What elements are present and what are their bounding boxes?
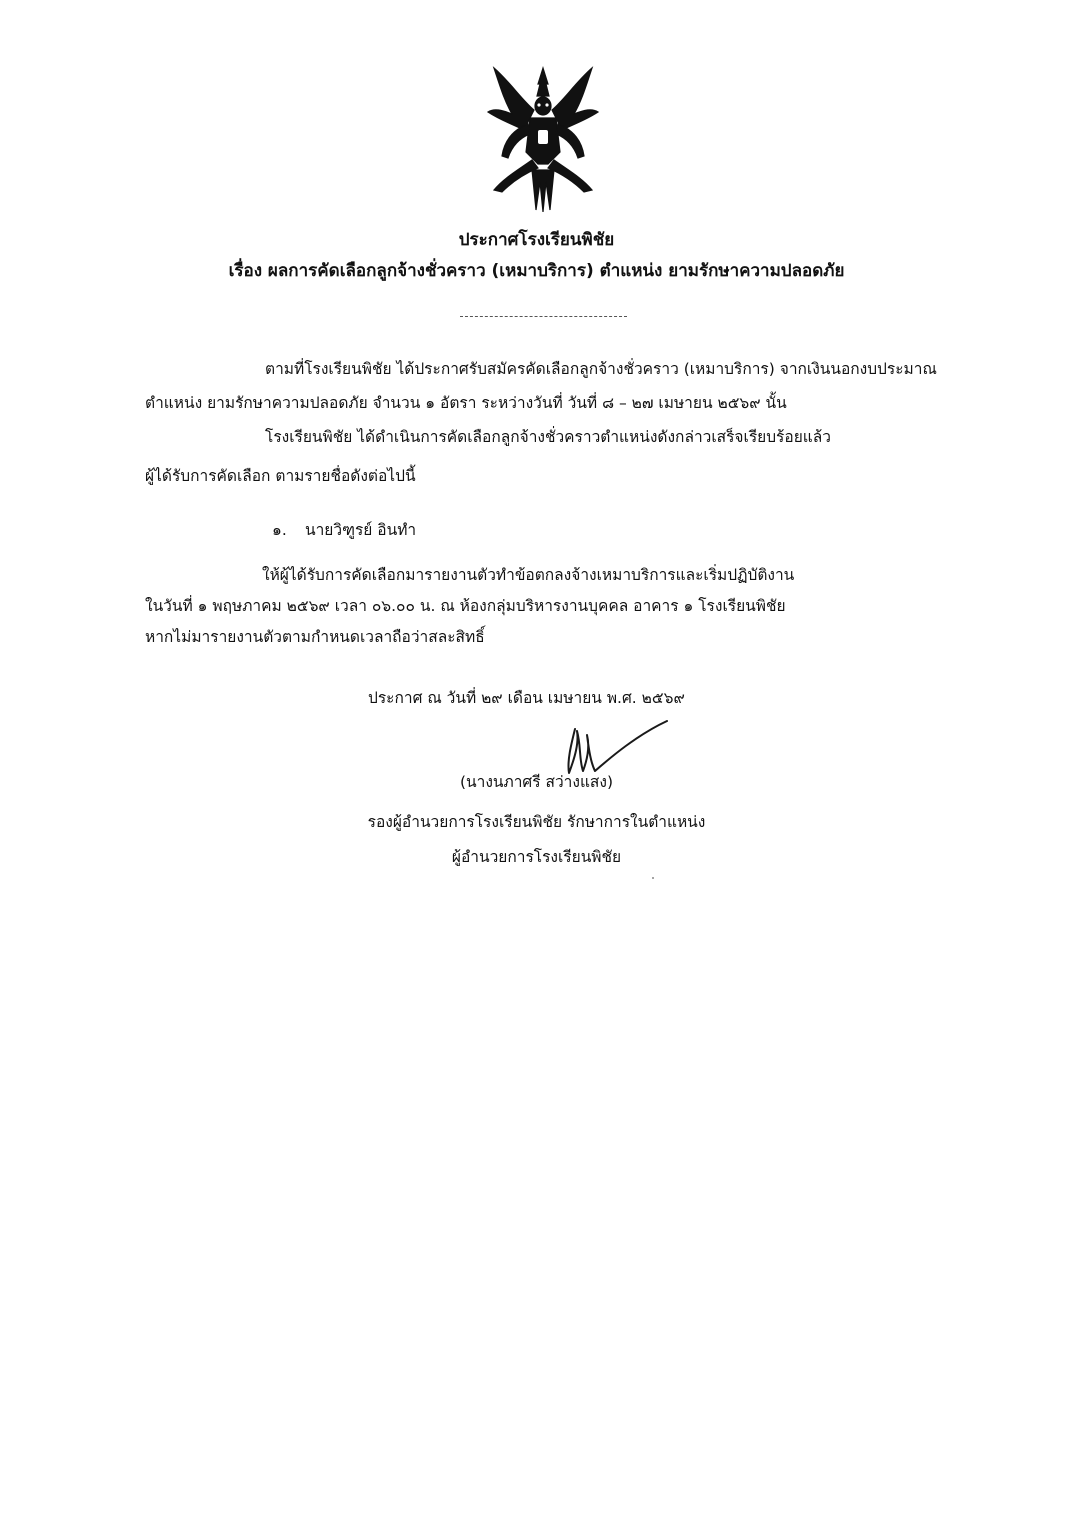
paragraph-3-line-2: ในวันที่ ๑ พฤษภาคม ๒๕๖๙ เวลา ๐๖.๐๐ น. ณ ห้องกลุ่มบริหารงานบุคคล อาคาร ๑ โรงเรียนพิชัย	[145, 597, 786, 615]
garuda-emblem-icon	[482, 60, 604, 212]
paragraph-2-line-2: ผู้ได้รับการคัดเลือก ตามรายชื่อดังต่อไปนี้	[145, 467, 416, 485]
signer-name: (นางนภาศรี สว่างแสง)	[459, 773, 614, 791]
paragraph-1-line-1: ตามที่โรงเรียนพิชัย ได้ประกาศรับสมัครคัดเลือกลูกจ้างชั่วคราว (เหมาบริการ) จากเงินนอกงบประมาณ	[265, 360, 937, 378]
signer-title-2: ผู้อำนวยการโรงเรียนพิชัย	[451, 848, 622, 866]
paragraph-1-line-2: ตำแหน่ง ยามรักษาความปลอดภัย จำนวน ๑ อัตรา ระหว่างวันที่ วันที่ ๘ – ๒๗ เมษายน ๒๕๖๙ นั้น	[145, 394, 787, 412]
divider	[460, 316, 627, 317]
document-title: ประกาศโรงเรียนพิชัย	[458, 230, 615, 250]
paragraph-3-line-1: ให้ผู้ได้รับการคัดเลือกมารายงานตัวทำข้อตกลงจ้างเหมาบริการและเริ่มปฏิบัติงาน	[262, 566, 795, 584]
document-subject: เรื่อง ผลการคัดเลือกลูกจ้างชั่วคราว (เหมาบริการ) ตำแหน่ง ยามรักษาความปลอดภัย	[228, 261, 845, 281]
paragraph-3-line-3: หากไม่มารายงานตัวตามกำหนดเวลาถือว่าสละสิทธิ์	[145, 628, 485, 646]
scan-speck	[652, 877, 654, 879]
list-item-number: ๑.	[272, 521, 287, 539]
signer-title-1: รองผู้อำนวยการโรงเรียนพิชัย รักษาการในตำแหน่ง	[367, 813, 706, 831]
list-item-name: นายวิฑูรย์ อินทำ	[305, 521, 417, 539]
announcement-date: ประกาศ ณ วันที่ ๒๙ เดือน เมษายน พ.ศ. ๒๕๖๙	[368, 689, 685, 707]
paragraph-2-line-1: โรงเรียนพิชัย ได้ดำเนินการคัดเลือกลูกจ้างชั่วคราวตำแหน่งดังกล่าวเสร็จเรียบร้อยแล้ว	[265, 428, 831, 446]
